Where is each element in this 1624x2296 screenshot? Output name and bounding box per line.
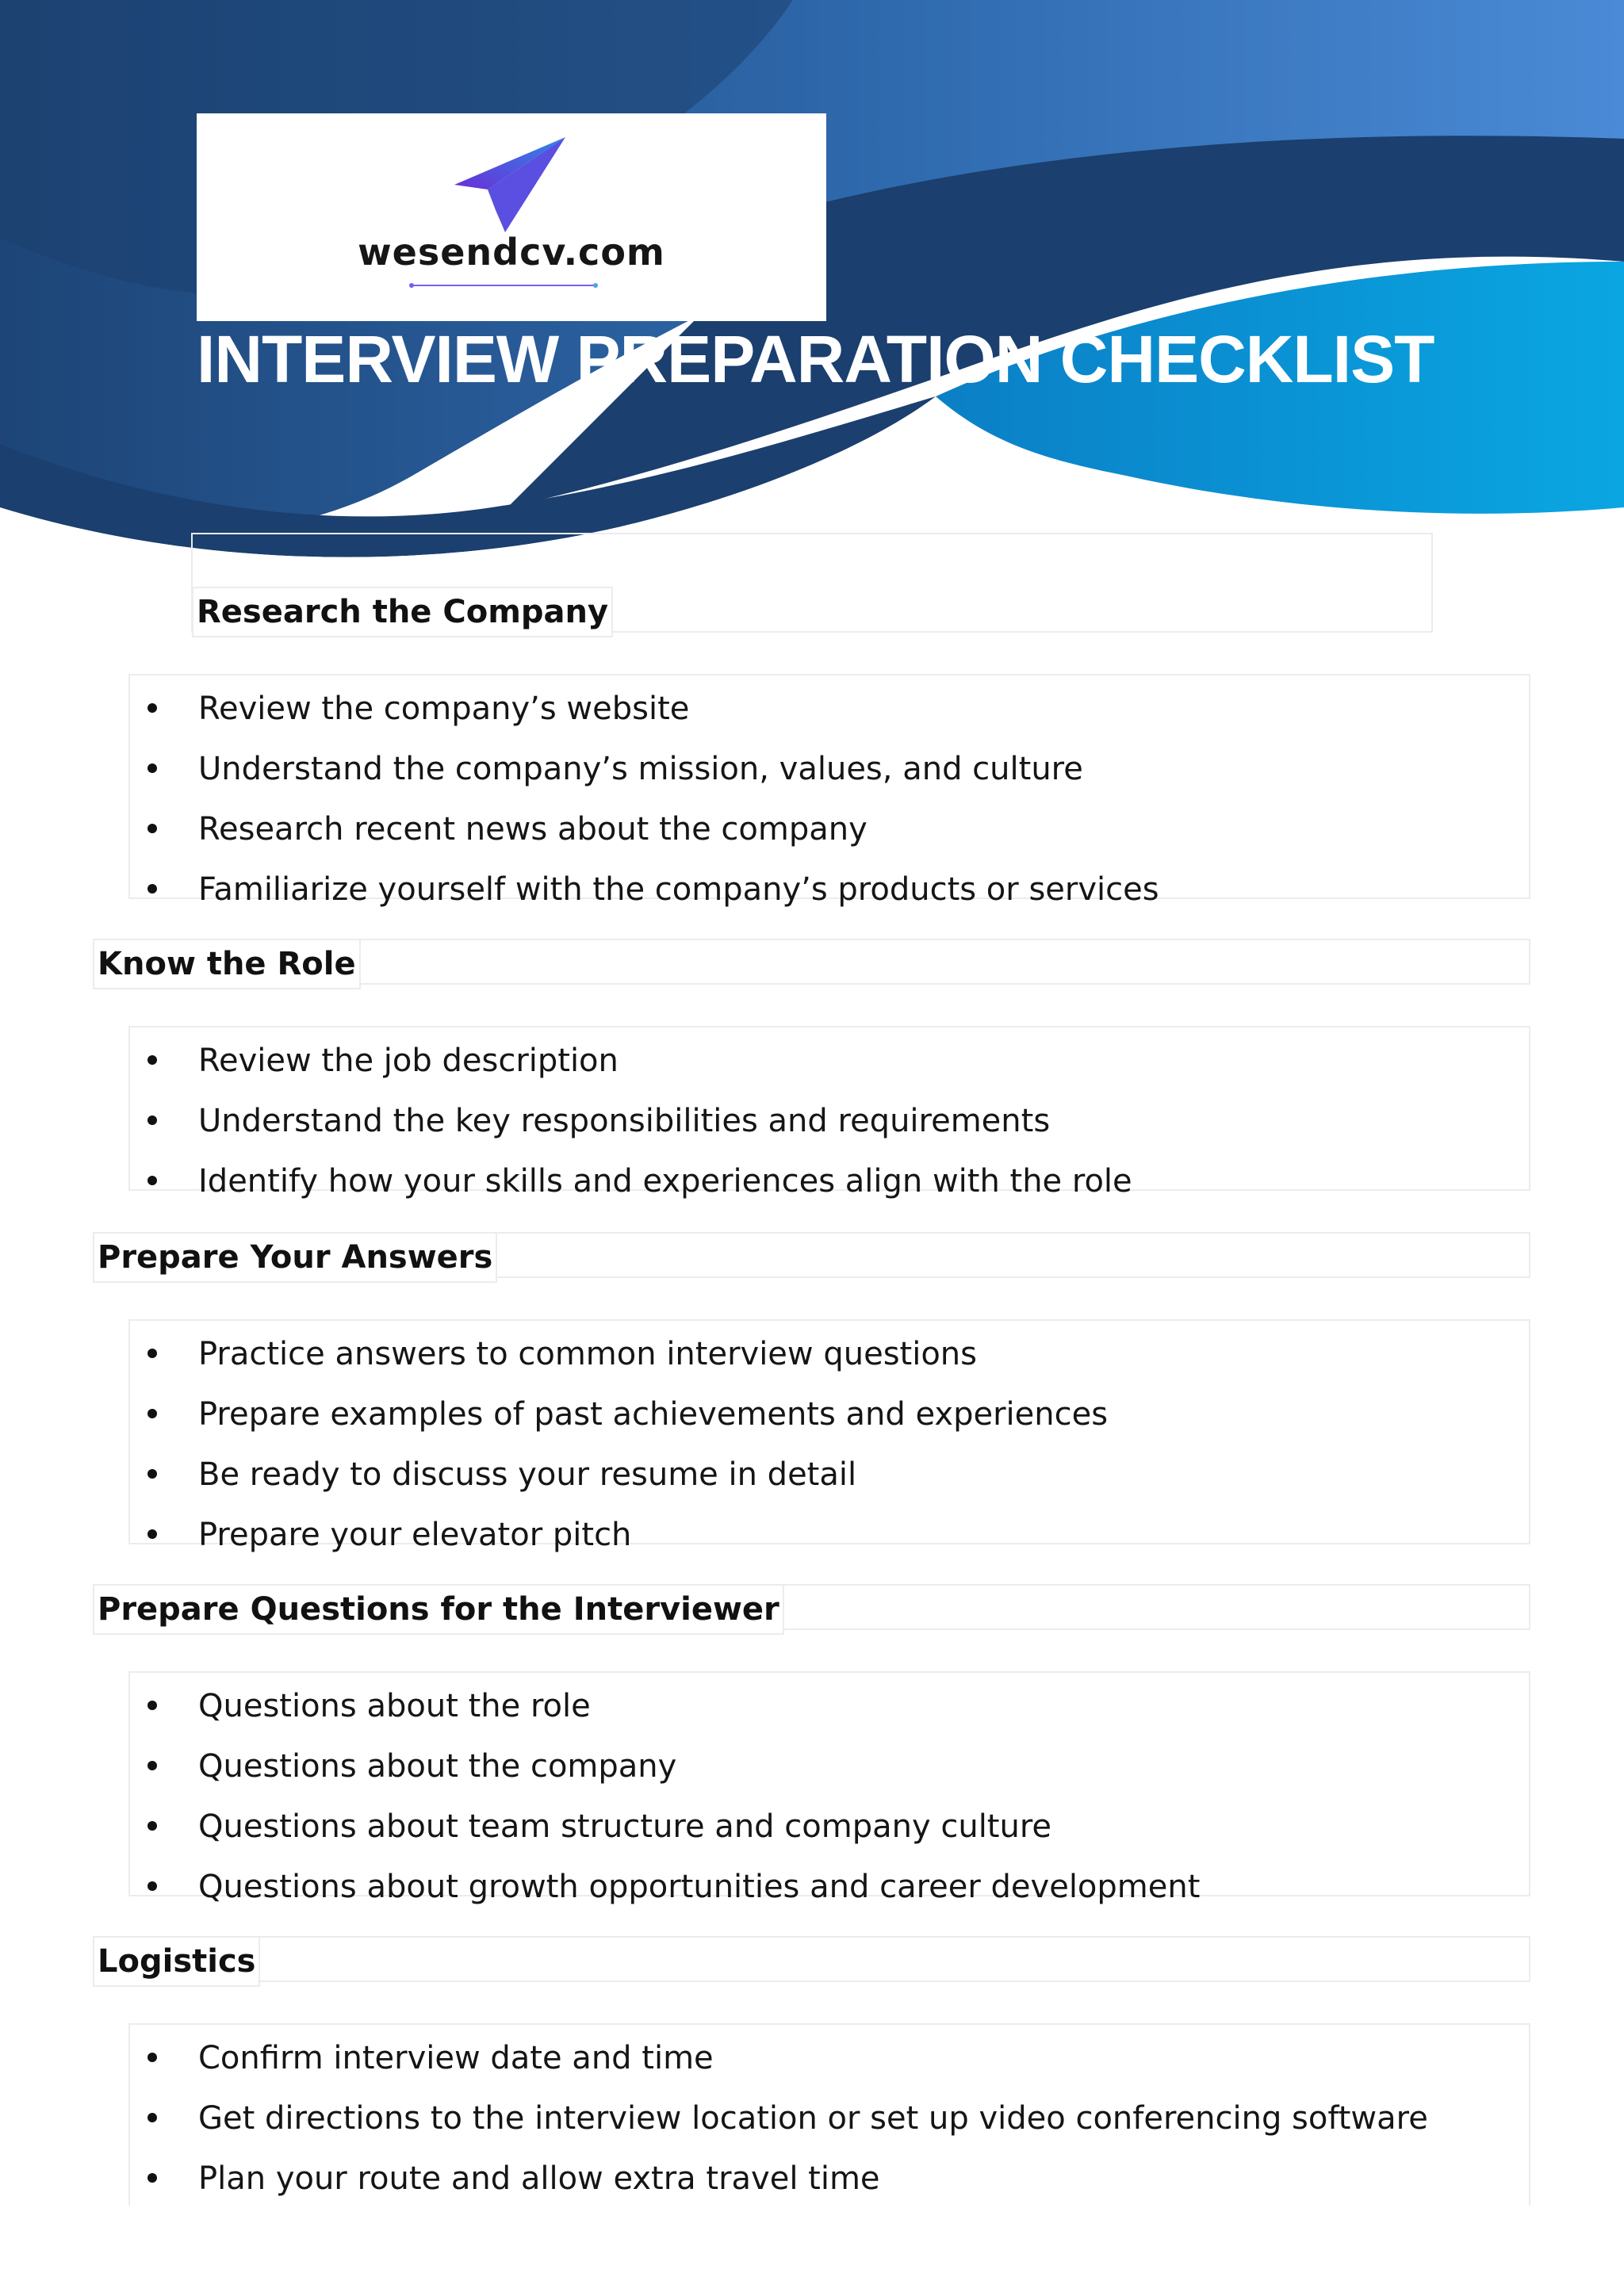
bullet-icon bbox=[147, 1701, 157, 1710]
bullet-icon bbox=[147, 884, 157, 894]
list-item: Review the job description bbox=[130, 1031, 1529, 1091]
list-item: Review the company’s website bbox=[130, 679, 1529, 739]
list-item: Understand the key responsibilities and requirements bbox=[130, 1091, 1529, 1151]
list-item: Questions about growth opportunities and career development bbox=[130, 1857, 1529, 1917]
section-heading-prepare-answers: Prepare Your Answers bbox=[93, 1232, 497, 1283]
bullet-icon bbox=[147, 1881, 157, 1891]
section-heading-know-role: Know the Role bbox=[93, 939, 361, 989]
bullet-icon bbox=[147, 1409, 157, 1418]
bullet-icon bbox=[147, 1529, 157, 1539]
list-item: Plan your route and allow extra travel time bbox=[130, 2149, 1529, 2209]
list-item: Questions about team structure and company culture bbox=[130, 1797, 1529, 1857]
bullet-icon bbox=[147, 1349, 157, 1358]
bullet-icon bbox=[147, 763, 157, 773]
section-heading-logistics: Logistics bbox=[93, 1936, 260, 1987]
list-item: Questions about the role bbox=[130, 1676, 1529, 1736]
list-item: Understand the company’s mission, values, and culture bbox=[130, 739, 1529, 799]
bullet-icon bbox=[147, 1761, 157, 1770]
list-item: Be ready to discuss your resume in detail bbox=[130, 1445, 1529, 1505]
list-research-company bbox=[128, 674, 1530, 908]
list-item: Prepare your elevator pitch bbox=[130, 1505, 1529, 1565]
page-title: INTERVIEW PREPARATION CHECKLIST bbox=[197, 322, 1434, 396]
bullet-icon bbox=[147, 2173, 157, 2183]
bullet-icon bbox=[147, 2113, 157, 2122]
list-item: Questions about the company bbox=[130, 1736, 1529, 1797]
bullet-icon bbox=[147, 1469, 157, 1479]
section-heading-research-company: Research the Company bbox=[192, 587, 613, 637]
list-item: Familiarize yourself with the company’s products or services bbox=[130, 859, 1529, 920]
section-frame bbox=[93, 1936, 1530, 1982]
list-questions-interviewer bbox=[128, 1671, 1530, 1905]
list-logistics bbox=[128, 2023, 1530, 2206]
bullet-icon bbox=[147, 1821, 157, 1831]
paper-plane-icon bbox=[446, 134, 573, 235]
list-prepare-answers bbox=[128, 1319, 1530, 1553]
list-item: Research recent news about the company bbox=[130, 799, 1529, 859]
bullet-icon bbox=[147, 1055, 157, 1065]
bullet-icon bbox=[147, 1176, 157, 1185]
list-item: Confirm interview date and time bbox=[130, 2028, 1529, 2088]
logo-box bbox=[197, 113, 826, 321]
list-item: Get directions to the interview location or set up video conferencing software bbox=[130, 2088, 1529, 2149]
list-know-role bbox=[128, 1026, 1530, 1200]
bullet-icon bbox=[147, 703, 157, 713]
section-heading-questions-interviewer: Prepare Questions for the Interviewer bbox=[93, 1584, 784, 1635]
bullet-icon bbox=[147, 824, 157, 833]
list-item: Practice answers to common interview questions bbox=[130, 1324, 1529, 1384]
logo-text: wesendcv.com bbox=[358, 231, 665, 274]
bullet-icon bbox=[147, 1115, 157, 1125]
list-item: Prepare examples of past achievements and experiences bbox=[130, 1384, 1529, 1445]
list-item: Identify how your skills and experiences align with the role bbox=[130, 1151, 1529, 1211]
logo-underline bbox=[407, 281, 600, 289]
bullet-icon bbox=[147, 2053, 157, 2062]
